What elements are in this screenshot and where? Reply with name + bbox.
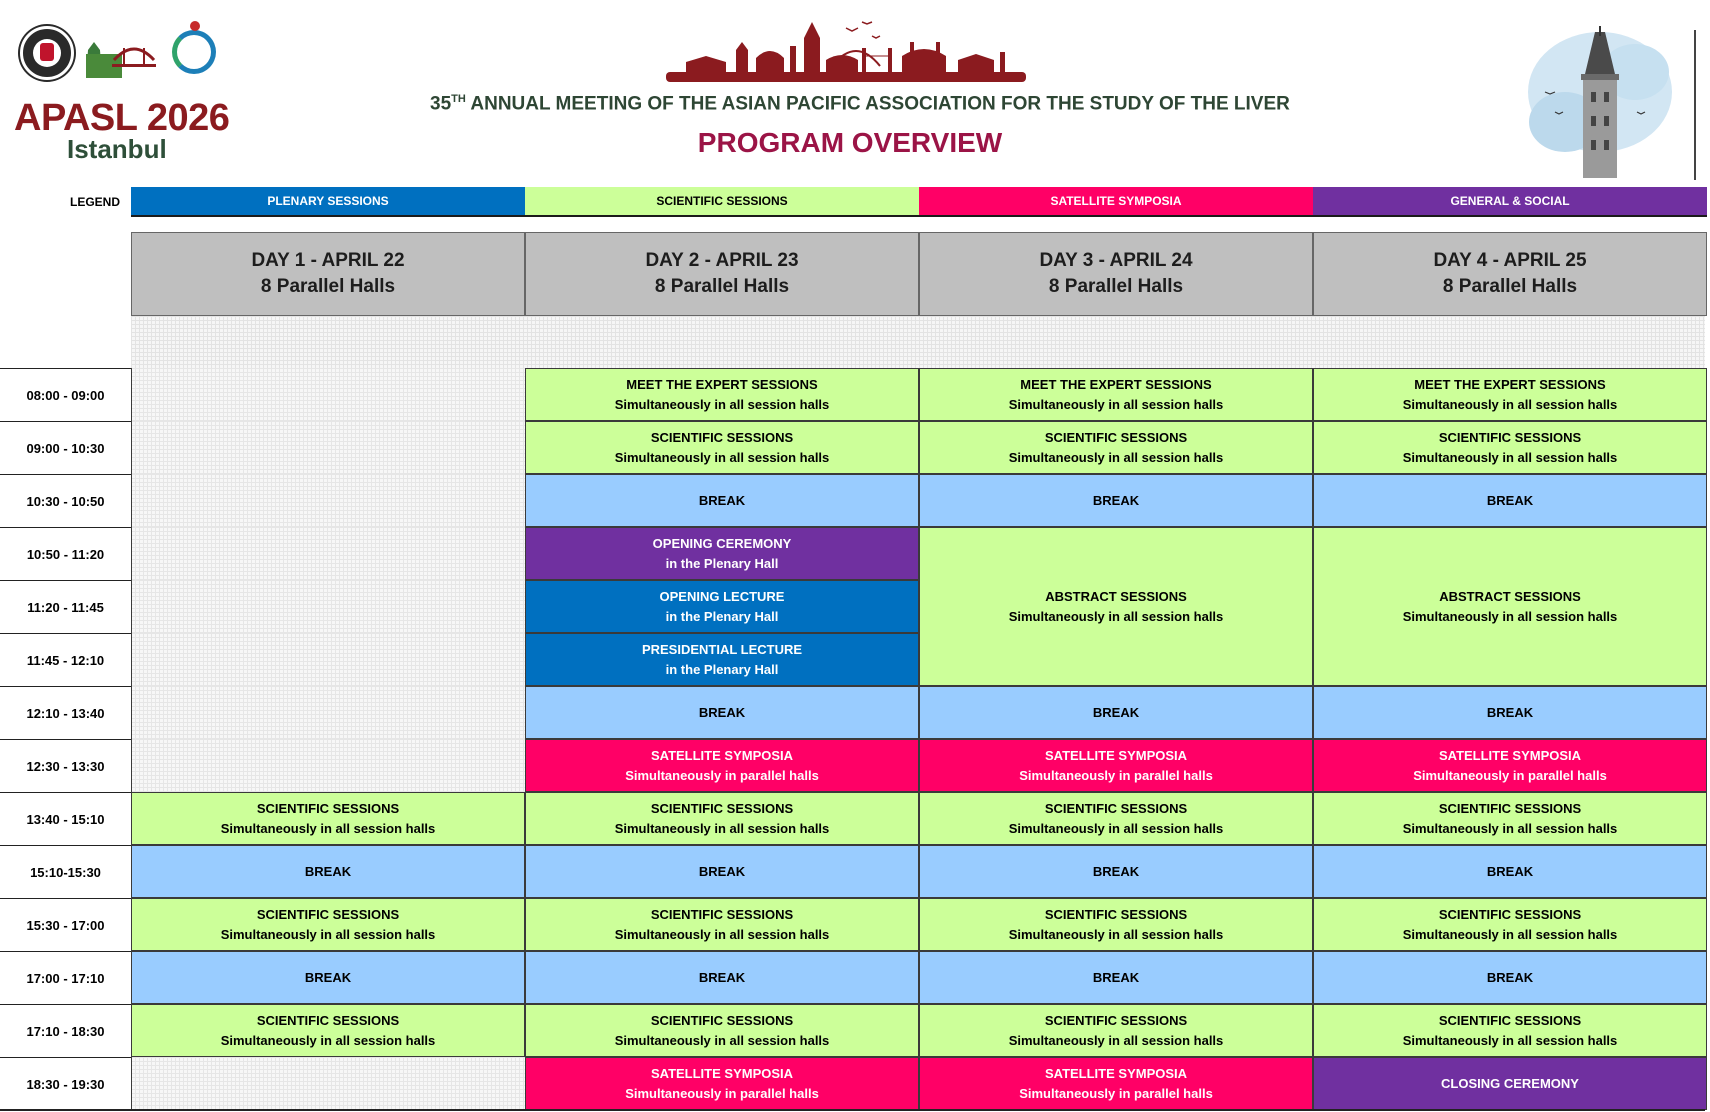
session-location: Simultaneously in all session halls [614, 1032, 830, 1048]
session-break [525, 845, 919, 898]
galata-tower-illustration [1525, 22, 1675, 187]
session-presidential-lecture [525, 633, 919, 686]
session-title: MEET THE EXPERT SESSIONS [1020, 376, 1212, 392]
session-location: in the Plenary Hall [665, 661, 779, 677]
session-title: BREAK [1092, 863, 1140, 879]
meeting-title: 35TH ANNUAL MEETING OF THE ASIAN PACIFIC ASSOCIATION FOR THE STUDY OF THE LIVER [430, 93, 1290, 115]
session-scientific-sessions [919, 898, 1313, 951]
session-scientific-sessions [131, 898, 525, 951]
day-halls: 8 Parallel Halls [1442, 276, 1578, 297]
day-title: DAY 1 - APRIL 22 [251, 250, 405, 271]
day-title: DAY 3 - APRIL 24 [1039, 250, 1193, 271]
session-title: SCIENTIFIC SESSIONS [1438, 800, 1582, 816]
session-location: in the Plenary Hall [665, 555, 779, 571]
empty-slot [131, 686, 525, 739]
empty-slot [131, 633, 525, 686]
session-title: SCIENTIFIC SESSIONS [650, 1012, 794, 1028]
session-abstract-sessions [1313, 527, 1707, 686]
session-title: SCIENTIFIC SESSIONS [256, 800, 400, 816]
session-break [525, 951, 919, 1004]
session-title: SCIENTIFIC SESSIONS [1438, 906, 1582, 922]
time-slot-label: 13:40 - 15:10 [0, 792, 131, 845]
session-location: Simultaneously in all session halls [1008, 396, 1224, 412]
schedule-grid-spacer [131, 316, 1705, 368]
session-location: Simultaneously in all session halls [614, 396, 830, 412]
empty-slot [131, 421, 525, 474]
session-title: BREAK [1092, 492, 1140, 508]
session-scientific-sessions [1313, 421, 1707, 474]
session-break [525, 474, 919, 527]
session-title: SCIENTIFIC SESSIONS [1044, 800, 1188, 816]
time-slot-label: 15:10-15:30 [0, 845, 131, 898]
brand-city: Istanbul [67, 134, 167, 164]
session-scientific-sessions [1313, 898, 1707, 951]
session-location: Simultaneously in all session halls [614, 449, 830, 465]
session-break [1313, 951, 1707, 1004]
session-break [1313, 686, 1707, 739]
session-scientific-sessions [525, 421, 919, 474]
session-meet-the-expert-sessions [1313, 368, 1707, 421]
session-title: SCIENTIFIC SESSIONS [1044, 429, 1188, 445]
time-slot-label: 09:00 - 10:30 [0, 421, 131, 474]
istanbul-skyline-illustration [666, 16, 1026, 89]
session-break [919, 474, 1313, 527]
session-title: SATELLITE SYMPOSIA [1044, 1065, 1188, 1081]
empty-slot [131, 368, 525, 421]
session-location: Simultaneously in all session halls [1402, 608, 1618, 624]
time-slot-label: 12:30 - 13:30 [0, 739, 131, 792]
session-location: Simultaneously in all session halls [614, 926, 830, 942]
session-opening-lecture [525, 580, 919, 633]
session-abstract-sessions [919, 527, 1313, 686]
session-title: ABSTRACT SESSIONS [1045, 588, 1187, 604]
session-title: SCIENTIFIC SESSIONS [650, 429, 794, 445]
session-scientific-sessions [919, 421, 1313, 474]
empty-slot [131, 527, 525, 580]
session-location: Simultaneously in all session halls [220, 926, 436, 942]
session-title: OPENING CEREMONY [652, 535, 792, 551]
session-location: Simultaneously in parallel halls [1019, 1085, 1213, 1101]
session-break [1313, 845, 1707, 898]
day-title: DAY 4 - APRIL 25 [1433, 250, 1587, 271]
time-slot-label: 11:45 - 12:10 [0, 633, 131, 686]
session-location: Simultaneously in parallel halls [1019, 767, 1213, 783]
apasl-istanbul-logo [84, 30, 156, 80]
session-break [1313, 474, 1707, 527]
legend-satellite: SATELLITE SYMPOSIA [919, 187, 1313, 217]
session-break [525, 686, 919, 739]
session-satellite-symposia [919, 1057, 1313, 1110]
time-slot-label: 17:00 - 17:10 [0, 951, 131, 1004]
day-title: DAY 2 - APRIL 23 [645, 250, 799, 271]
session-location: Simultaneously in all session halls [1402, 449, 1618, 465]
session-title: BREAK [1486, 704, 1534, 720]
session-title: BREAK [698, 969, 746, 985]
session-location: Simultaneously in all session halls [1402, 926, 1618, 942]
legend-scientific: SCIENTIFIC SESSIONS [525, 187, 919, 217]
session-meet-the-expert-sessions [525, 368, 919, 421]
session-title: BREAK [698, 863, 746, 879]
session-title: SCIENTIFIC SESSIONS [650, 906, 794, 922]
session-break [131, 951, 525, 1004]
session-satellite-symposia [525, 739, 919, 792]
session-location: Simultaneously in all session halls [1402, 1032, 1618, 1048]
day-header-2 [525, 232, 919, 316]
session-scientific-sessions [131, 792, 525, 845]
empty-slot [131, 1057, 525, 1110]
session-title: CLOSING CEREMONY [1441, 1075, 1579, 1091]
day-halls: 8 Parallel Halls [260, 276, 396, 297]
session-location: Simultaneously in all session halls [1402, 396, 1618, 412]
session-scientific-sessions [1313, 792, 1707, 845]
session-title: SCIENTIFIC SESSIONS [1438, 1012, 1582, 1028]
session-scientific-sessions [525, 792, 919, 845]
session-location: Simultaneously in all session halls [1402, 820, 1618, 836]
session-title: BREAK [698, 492, 746, 508]
session-title: MEET THE EXPERT SESSIONS [626, 376, 818, 392]
legend-plenary: PLENARY SESSIONS [131, 187, 525, 217]
day-halls: 8 Parallel Halls [1048, 276, 1184, 297]
session-scientific-sessions [1313, 1004, 1707, 1057]
session-break [919, 845, 1313, 898]
time-slot-label: 10:30 - 10:50 [0, 474, 131, 527]
session-closing-ceremony [1313, 1057, 1707, 1110]
session-title: SCIENTIFIC SESSIONS [1438, 429, 1582, 445]
session-title: PRESIDENTIAL LECTURE [641, 641, 803, 657]
session-meet-the-expert-sessions [919, 368, 1313, 421]
session-scientific-sessions [919, 792, 1313, 845]
session-title: BREAK [1486, 492, 1534, 508]
day-halls: 8 Parallel Halls [654, 276, 790, 297]
session-title: SATELLITE SYMPOSIA [1044, 747, 1188, 763]
session-title: MEET THE EXPERT SESSIONS [1414, 376, 1606, 392]
grid-bottom-border [0, 1109, 1705, 1111]
session-title: SCIENTIFIC SESSIONS [1044, 906, 1188, 922]
legend-general: GENERAL & SOCIAL [1313, 187, 1707, 217]
session-location: Simultaneously in parallel halls [625, 1085, 819, 1101]
session-satellite-symposia [919, 739, 1313, 792]
session-scientific-sessions [525, 898, 919, 951]
session-title: BREAK [698, 704, 746, 720]
session-satellite-symposia [525, 1057, 919, 1110]
time-slot-label: 10:50 - 11:20 [0, 527, 131, 580]
header-divider [1694, 30, 1696, 180]
session-title: BREAK [1486, 969, 1534, 985]
session-title: BREAK [1092, 969, 1140, 985]
session-break [919, 686, 1313, 739]
header [0, 0, 1710, 182]
time-slot-label: 15:30 - 17:00 [0, 898, 131, 951]
session-opening-ceremony [525, 527, 919, 580]
session-title: SCIENTIFIC SESSIONS [256, 1012, 400, 1028]
legend-label: LEGEND [70, 195, 121, 209]
session-location: Simultaneously in all session halls [1008, 449, 1224, 465]
session-scientific-sessions [131, 1004, 525, 1057]
session-location: Simultaneously in all session halls [220, 1032, 436, 1048]
session-title: SATELLITE SYMPOSIA [650, 747, 794, 763]
page-title: PROGRAM OVERVIEW [697, 127, 1003, 158]
time-slot-label: 17:10 - 18:30 [0, 1004, 131, 1057]
session-location: Simultaneously in all session halls [1008, 926, 1224, 942]
session-location: Simultaneously in all session halls [614, 820, 830, 836]
session-title: SCIENTIFIC SESSIONS [1044, 1012, 1188, 1028]
session-location: Simultaneously in all session halls [1008, 820, 1224, 836]
session-location: Simultaneously in parallel halls [625, 767, 819, 783]
brand-title: APASL 2026 [14, 97, 230, 139]
day-header-1 [131, 232, 525, 316]
session-break [919, 951, 1313, 1004]
session-scientific-sessions [919, 1004, 1313, 1057]
time-slot-label: 12:10 - 13:40 [0, 686, 131, 739]
session-scientific-sessions [525, 1004, 919, 1057]
session-title: BREAK [304, 863, 352, 879]
session-location: Simultaneously in all session halls [1008, 1032, 1224, 1048]
session-title: BREAK [304, 969, 352, 985]
session-title: BREAK [1092, 704, 1140, 720]
time-slot-label: 11:20 - 11:45 [0, 580, 131, 633]
association-seal-logo [20, 26, 74, 80]
session-satellite-symposia [1313, 739, 1707, 792]
session-location: Simultaneously in all session halls [1008, 608, 1224, 624]
session-title: SCIENTIFIC SESSIONS [650, 800, 794, 816]
session-location: in the Plenary Hall [665, 608, 779, 624]
session-title: SATELLITE SYMPOSIA [1438, 747, 1582, 763]
session-location: Simultaneously in all session halls [220, 820, 436, 836]
session-title: SATELLITE SYMPOSIA [650, 1065, 794, 1081]
session-title: SCIENTIFIC SESSIONS [256, 906, 400, 922]
session-title: OPENING LECTURE [659, 588, 785, 604]
society-ring-logo [172, 30, 216, 74]
session-title: BREAK [1486, 863, 1534, 879]
empty-slot [131, 580, 525, 633]
day-header-3 [919, 232, 1313, 316]
session-title: ABSTRACT SESSIONS [1439, 588, 1581, 604]
grid-left-border [131, 368, 132, 1111]
empty-slot [131, 474, 525, 527]
time-slot-label: 18:30 - 19:30 [0, 1057, 131, 1110]
empty-slot [131, 739, 525, 792]
session-break [131, 845, 525, 898]
time-slot-label: 08:00 - 09:00 [0, 368, 131, 421]
session-location: Simultaneously in parallel halls [1413, 767, 1607, 783]
day-header-4 [1313, 232, 1707, 316]
